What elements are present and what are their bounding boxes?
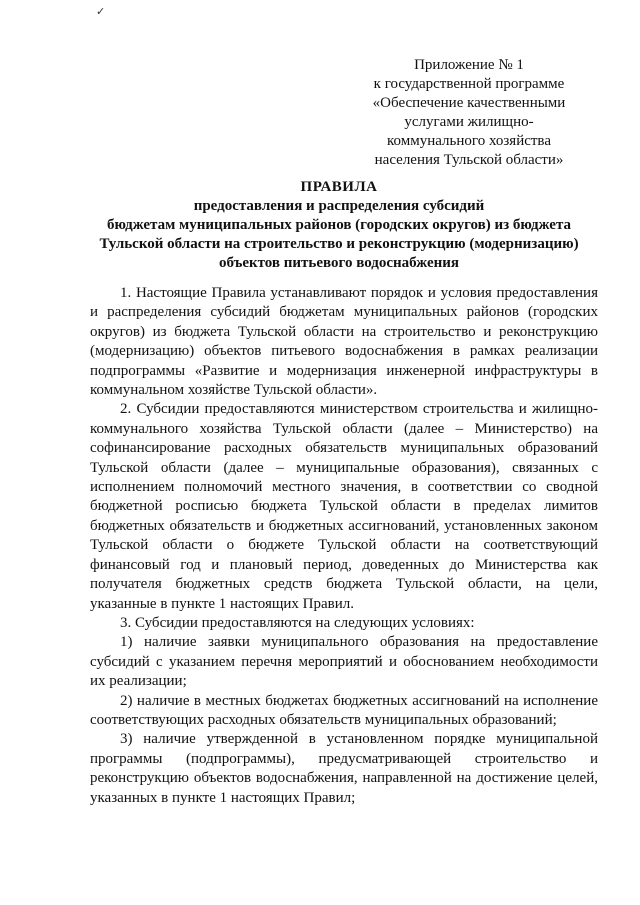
title-line: бюджетам муниципальных районов (городских округов) из бюджета bbox=[107, 217, 571, 233]
appendix-line: «Обеспечение качественными bbox=[372, 95, 566, 111]
title-line: предоставления и распределения субсидий bbox=[193, 198, 485, 214]
paragraph: 1. Настоящие Правила устанавливают порядок и условия предоставления и распределения субсидий бюджетам муниципальных районов (городских округов) из бюджета Тульской области на строительство и реконструкцию (модернизацию) объектов питьевого водоснабжения в рамках реализации подпрограммы «Развитие и модернизация инженерной инфраструктуры в коммунальном хозяйстве Тульской области». bbox=[90, 285, 598, 399]
appendix-line: населения Тульской области» bbox=[374, 152, 564, 168]
document-body bbox=[90, 284, 598, 808]
appendix-line: Приложение № 1 bbox=[414, 57, 524, 73]
paragraph: 2. Субсидии предоставляются министерством строительства и жилищно-коммунального хозяйства Тульской области (далее – Министерство) на софинансирование расходных обязательств муниципальных образований Тульской области (далее – муниципальные образования), связанных с исполнением полномочий местного значения, в соответствии со сводной бюджетной росписью бюджета Тульской области в пределах лимитов бюджетных обязательств и бюджетных ассигнований, установленных законом Тульской области о бюджете Тульской области на соответствующий финансовый год и плановый период, доведенных до Министерства как получателя бюджетных средств бюджета Тульской области, на цели, указанные в пункте 1 настоящих Правил. bbox=[90, 401, 598, 612]
appendix-line: коммунального хозяйства bbox=[387, 133, 551, 149]
title-main: ПРАВИЛА bbox=[300, 179, 378, 195]
paragraph: 3) наличие утвержденной в установленном порядке муниципальной программы (подпрограммы), предусматривающей строительство и реконструкцию объектов водоснабжения, направленной на достижение целей, указанных в пункте 1 настоящих Правил; bbox=[90, 731, 598, 806]
paragraph: 1) наличие заявки муниципального образования на предоставление субсидий с указанием перечня мероприятий и обоснованием необходимости их реализации; bbox=[90, 634, 598, 690]
title-line: объектов питьевого водоснабжения bbox=[218, 255, 460, 271]
appendix-header bbox=[354, 56, 584, 170]
appendix-line: к государственной программе bbox=[373, 76, 565, 92]
paragraph: 2) наличие в местных бюджетах бюджетных ассигнований на исполнение соответствующих расходных обязательств муниципальных образований; bbox=[90, 692, 598, 728]
title-line: Тульской области на строительство и реконструкцию (модернизацию) bbox=[99, 236, 579, 252]
paragraph: 3. Субсидии предоставляются на следующих условиях: bbox=[120, 614, 475, 631]
appendix-line: услугами жилищно- bbox=[404, 114, 534, 130]
check-mark: ✓ bbox=[96, 6, 106, 18]
document-title bbox=[78, 178, 600, 273]
